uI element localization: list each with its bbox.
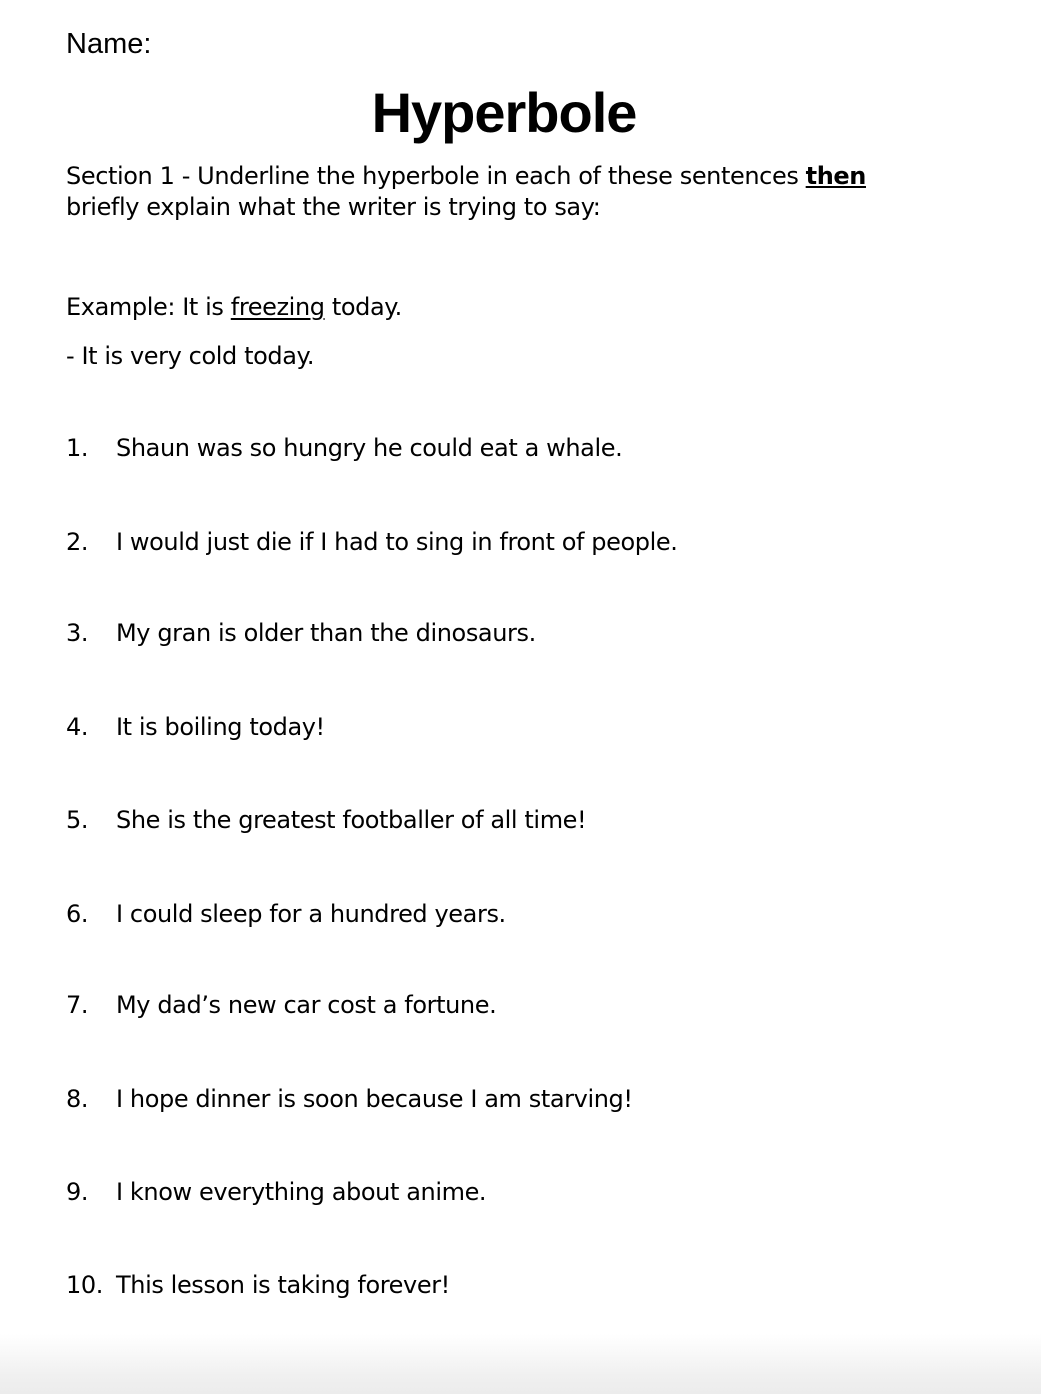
item-number: 9. <box>66 1178 89 1206</box>
example-suffix: today. <box>324 293 402 321</box>
item-number: 5. <box>66 806 89 834</box>
list-item <box>66 616 536 650</box>
list-item <box>66 1082 633 1116</box>
item-sentence: I would just die if I had to sing in front of people. <box>116 528 678 556</box>
list-item <box>66 525 677 559</box>
item-number: 3. <box>66 619 89 647</box>
item-sentence: This lesson is taking forever! <box>116 1271 450 1299</box>
instructions-line-1-text: Section 1 - Underline the hyperbole in each of these sentences <box>66 162 806 190</box>
list-item <box>66 1175 486 1209</box>
list-item <box>66 897 506 931</box>
item-sentence: She is the greatest footballer of all time! <box>116 806 587 834</box>
list-item <box>66 803 586 837</box>
item-number: 2. <box>66 528 89 556</box>
list-item <box>66 988 496 1022</box>
item-sentence: My dad’s new car cost a fortune. <box>116 991 497 1019</box>
item-sentence: It is boiling today! <box>116 713 325 741</box>
example-sentence <box>66 290 402 324</box>
instructions-line-1 <box>66 161 986 192</box>
item-number: 1. <box>66 434 89 462</box>
page-bottom-shadow <box>0 1334 1041 1394</box>
item-sentence: I know everything about anime. <box>116 1178 487 1206</box>
page-title: Hyperbole <box>371 81 637 144</box>
item-sentence: Shaun was so hungry he could eat a whale. <box>116 434 623 462</box>
example-answer: - It is very cold today. <box>66 342 315 370</box>
instructions-line-2: briefly explain what the writer is trying to say: <box>66 193 601 221</box>
list-item <box>66 431 622 465</box>
item-number: 8. <box>66 1085 89 1113</box>
section-instructions <box>66 161 986 223</box>
item-sentence: I could sleep for a hundred years. <box>116 900 506 928</box>
item-number: 4. <box>66 713 89 741</box>
example-prefix: Example: It is <box>66 293 231 321</box>
example-underlined-word: freezing <box>230 293 325 321</box>
list-item <box>66 1268 450 1302</box>
name-label: Name: <box>66 28 152 60</box>
item-sentence: My gran is older than the dinosaurs. <box>116 619 536 647</box>
item-number: 7. <box>66 991 89 1019</box>
item-number: 6. <box>66 900 89 928</box>
list-item <box>66 710 325 744</box>
instructions-emphasis: then <box>805 162 866 190</box>
item-sentence: I hope dinner is soon because I am starving! <box>116 1085 633 1113</box>
item-number: 10. <box>66 1271 103 1299</box>
